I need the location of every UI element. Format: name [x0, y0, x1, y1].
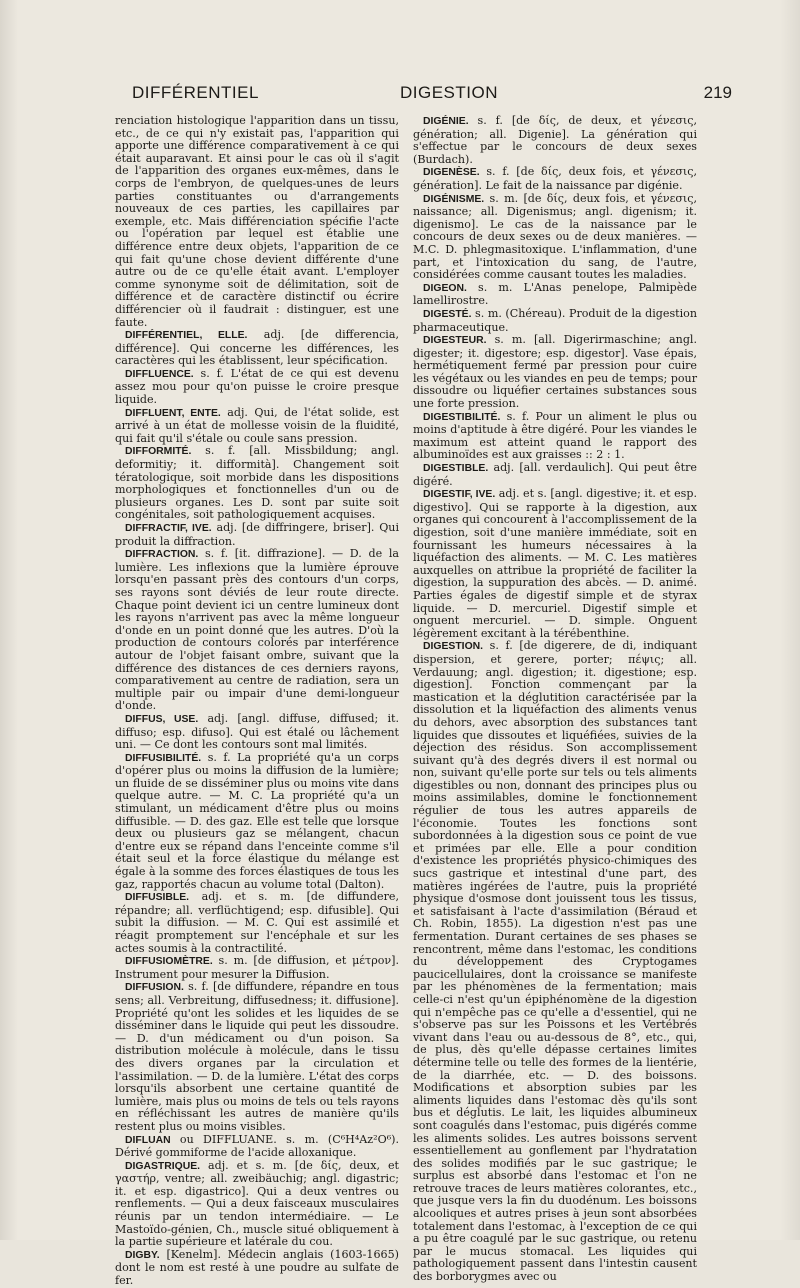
entry-headword: DIGESTÉ.	[423, 308, 472, 320]
dictionary-entry	[115, 955, 399, 981]
dictionary-entry	[115, 752, 399, 892]
dictionary-entry	[115, 713, 399, 752]
dictionary-entry	[115, 368, 399, 407]
dictionary-entry	[115, 981, 399, 1133]
entry-text: s. f. La propriété qu'a un corps d'opérer plus ou moins la diffusion de la lumière; un fluide de se disséminer plus ou moins vite dans quelque autre. — M. C. La propriété qu'a un stimulant, un médicament d'être plus ou moins diffusible. — D. des gaz. Elle est telle que lorsque deux ou plusieurs gaz se mélangent, chacun d'entre eux se répand dans l'enceinte comme s'il était seul et la force élastique du mélange est égale à la somme des forces élastiques de tous les gaz, rapportés chacun au volume total (Dalton).	[115, 750, 399, 891]
entry-text: adj. [de diffringere, briser]. Qui produit la diffraction.	[115, 521, 399, 548]
entry-headword: DIFFÉRENTIEL, ELLE.	[125, 330, 248, 342]
header-center-word: DIGESTION	[400, 83, 499, 102]
left-column	[115, 115, 399, 1288]
entry-headword: DIGEON.	[423, 282, 467, 294]
entry-text: adj. [angl. diffuse, diffused; it. diffuso; esp. difuso]. Qui est étalé ou lâchement uni. — Ce dont les contours sont mal limités.	[115, 711, 400, 752]
right-column	[413, 115, 697, 1284]
running-header	[110, 83, 732, 109]
entry-text: adj. [de differencia, différence]. Qui concerne les différences, les caractères qui les établissent, leur spécification.	[115, 328, 399, 368]
entry-text: renciation histologique l'apparition dans un tissu, etc., de ce qui n'y existait pas, l'apparition qui apporte une différence comparativement à ce qui était auparavant. Et ainsi pour le cas où il s'agit de l'apparition des organes eux-mêmes, dans le corps de l'embryon, de quelques-unes de leurs parties constituantes ou d'arrangements nouveaux de ces parties, les capillaires par exemple, etc. Mais différenciation spécifie l'acte ou l'opération par lequel est établie une différence entre deux objets, l'apparition de ce qui fait qu'une chose devient différente d'une autre ou de ce qu'elle était avant. L'employer comme synonyme soit de délimitation, soit de différence et de caractère distinctif ou écrire différencier où il faudrait : distinguer, est une faute.	[115, 114, 399, 329]
dictionary-entry	[115, 445, 399, 522]
dictionary-entry	[115, 891, 399, 955]
dictionary-entry	[115, 1160, 399, 1249]
entry-text: s. f. [all. Missbildung; angl. deformitiy; it. difformità]. Changement soit tératologique, soit morbide dans les dispositions morphologiques et fonctionnelles d'un ou de plusieurs organes. Les D. sont par suite soit congénitales, soit pathologiquement acquises.	[115, 444, 399, 522]
entry-headword: DIGASTRIQUE.	[125, 1160, 201, 1172]
dictionary-entry	[115, 522, 399, 548]
entry-text: s. m. (Chéreau). Produit de la digestion pharmaceutique.	[413, 306, 697, 334]
entry-text: adj. Qui, de l'état solide, est arrivé à un état de mollesse voisin de la fluidité, qui fait qu'il s'étale ou coule sans pression.	[115, 405, 399, 445]
entry-headword: DIFFRACTIF, IVE.	[125, 523, 212, 534]
entry-headword: DIFFUSIBLE.	[125, 892, 190, 904]
entry-headword: DIFFUSIOMÈTRE.	[125, 956, 213, 968]
dictionary-entry	[413, 640, 697, 1283]
entry-text: adj. et s. m. [de δίς, deux, et γαστήρ, ventre; all. zweibäuchig; angl. digastric; it. et esp. digastrico]. Qui a deux ventres ou renflements. — Qui a deux faisceaux musculaires réunis par un tendon intermédiaire. — Le Mastoïdo-génien, Ch., muscle situé obliquement à la partie supérieure et latérale du cou.	[115, 1158, 399, 1249]
entry-headword: DIFFRACTION.	[125, 549, 199, 561]
entry-text: s. f. [de δίς, deux fois, et γένεσις, génération]. Le fait de la naissance par digénie.	[413, 165, 697, 192]
entry-headword: DIFFORMITÉ.	[125, 446, 192, 458]
dictionary-entry	[115, 1249, 399, 1288]
entry-headword: DIGÉNIE.	[423, 116, 469, 127]
entry-headword: DIFFUSION.	[125, 982, 184, 994]
entry-text: s. f. [de δίς, de deux, et γένεσις, génération; all. Digenie]. La génération qui s'effectue par le concours de deux sexes (Burdach).	[413, 114, 697, 166]
entry-headword: DIGESTIBILITÉ.	[423, 411, 501, 423]
dictionary-entry	[115, 329, 399, 368]
entry-text: [Kenelm]. Médecin anglais (1603-1665) dont le nom est resté à une poudre au sulfate de fer.	[115, 1247, 399, 1288]
entry-text: s. m. [de diffusion, et μέτρον]. Instrument pour mesurer la Diffusion.	[115, 954, 399, 981]
entry-headword: DIFFUSIBILITÉ.	[125, 752, 202, 764]
dictionary-entry	[413, 193, 697, 282]
entry-text: s. f. [de diffundere, répandre en tous sens; all. Verbreitung, diffusedness; it. diffusione]. Propriété qu'ont les solides et les liquides de se disséminer dans le liquide qui peut les dissoudre. — D. d'un médicament ou d'un poison. Sa distribution molécule à molécule, dans le tissu des divers organes par la circulation et l'assimilation. — D. de la lumière. L'état des corps lorsqu'ils absorbent une certaine quantité de lumière, mais plus ou moins de tels ou tels rayons en réfléchissant les autres de manière qu'ils restent plus ou moins visibles.	[115, 980, 399, 1133]
dictionary-entry	[413, 115, 697, 166]
entry-text: s. m. [all. Digerirmaschine; angl. digester; it. digestore; esp. digestor]. Vase épais, hermétiquement fermé par pression pour cuire les végétaux ou les viandes en peu de temps; pour dissoudre ou liquéfier certaines substances sous une forte pression.	[413, 333, 697, 411]
entry-text: s. f. [de digerere, de di, indiquant dispersion, et gerere, porter; πέψις; all. Verdauung; angl. digestion; it. digestione; esp. digestion]. Fonction commençant par la mastication et la déglutition caractérisée par la dissolution et la liquéfaction des aliments venus du dehors, avec absorption des substances tant liquides que dissoutes et liquéfiées, suivies de la déjection des résidus. Son accomplissement suivant qu'à des degrés divers il est normal ou non, suivant qu'elle porte sur tels ou tels aliments digestibles ou non, donnant des principes plus ou moins assimilables, domine le fonctionnement régulier de tous les autres appareils de l'économie. Toutes les fonctions sont subordonnées à la digestion sous ce point de vue et primées par elle. Elle a pour condition d'existence les propriétés physico-chimiques des sucs gastrique et intestinal d'une part, des matières ingérées de l'autre, puis la propriété physique d'osmose dont jouissent tous les tissus, et satisfaisant à l'acte d'assimilation (Béraud et Ch. Robin, 1855). La digestion n'est pas une fermentation. Durant certaines de ses phases se rencontrent, même dans l'estomac, les conditions du développement des Cryptogames paucicellulaires, dont la croissance se manifeste par les phénomènes de la fermentation; mais celle-ci n'est qu'un épiphénomène de la digestion qui n'empêche pas ce qu'elle a d'essentiel, qui ne s'observe pas sur les Poissons et les Vertébrés vivant dans l'eau ou au-dessous de 8°, etc., qui, de plus, dès qu'elle dépasse certaines limites détermine telle ou telle des formes de la lientérie, de la diarrhée, etc. — D. des boissons. Modifications et absorption subies par les aliments liquides dans l'estomac dès qu'ils sont bus et déglutis. Le lait, les liquides albumineux sont coagulés dans l'estomac, puis digérés comme les aliments solides. Les autres boissons servent essentiellement au gonflement par l'hydratation des solides modifiés par le suc gastrique; le surplus est absorbé dans l'estomac et l'on ne retrouve traces de leurs matières colorantes, etc., que jusque vers la fin du duodénum. Les boissons alcooliques et autres prises à jeun sont absorbées totalement dans l'estomac, à l'exception de ce qui a pu être coagulé par le suc gastrique, ou retenu par le mucus stomacal. Les liquides qui pathologiquement passent dans l'intestin causent des borborygmes avec ou	[413, 639, 697, 1284]
entry-headword: DIFFLUENCE.	[125, 368, 194, 380]
page-number: 219	[703, 83, 732, 102]
entry-text: s. f. L'état de ce qui est devenu assez mou pour qu'on puisse le croire presque liquide.	[115, 366, 399, 407]
entry-headword: DIGÉNISME.	[423, 193, 485, 205]
entry-headword: DIGESTIF, IVE.	[423, 489, 496, 501]
entry-headword: DIFFUS, USE.	[125, 713, 199, 725]
entry-headword: DIGESTIBLE.	[423, 463, 489, 475]
dictionary-entry	[413, 282, 697, 308]
entry-headword: DIGESTION.	[423, 641, 484, 653]
header-left-word: DIFFÉRENTIEL	[132, 83, 259, 102]
entry-headword: DIFLUAN	[125, 1134, 171, 1146]
dictionary-entry	[115, 115, 399, 329]
entry-text: adj. [all. verdaulich]. Qui peut être digéré.	[413, 461, 697, 488]
entry-headword: DIGESTEUR.	[423, 335, 487, 347]
dictionary-entry	[115, 548, 399, 713]
entry-text: adj. et s. [angl. digestive; it. et esp. digestivo]. Qui se rapporte à la digestion, aux organes qui concourent à l'accomplissement de la digestion, soit d'une manière immédiate, soit en fournissant les humeurs nécessaires à la liquéfaction des aliments. — M. C. Les matières auxquelles on attribue la propriété de faciliter la digestion, la suppuration des abcès. — D. animé. Parties égales de digestif simple et de styrax liquide. — D. mercuriel. Digestif simple et onguent mercuriel. — D. simple. Onguent légèrement excitant à la térébenthine.	[413, 487, 697, 640]
entry-text: s. m. [de δίς, deux fois, et γένεσις, naissance; all. Digenismus; angl. digenism; it. digenismo]. Le cas de la naissance par le concours de deux sexes ou de deux manières. — M.C. D. phlegmasitoxique. L'inflammation, d'une part, et l'intoxication du sang, de l'autre, considérées comme causant toutes les maladies.	[413, 191, 697, 282]
entry-headword: DIGBY.	[125, 1249, 160, 1261]
entry-text: s. f. [it. diffrazione]. — D. de la lumière. Les inflexions que la lumière éprouve lorsqu'en passant près des contours d'un corps, ses rayons sont déviés de leur route directe. Chaque point devient ici un centre lumineux dont les rayons n'arrivent pas avec la même longueur d'onde en un point donné que les autres. D'où la production de contours colorés par interférence autour de l'objet faisant ombre, suivant que la différence des distances de ces derniers rayons, comparativement au centre de radiation, sera un multiple pair ou impair d'une demi-longueur d'onde.	[115, 547, 399, 713]
entry-headword: DIFFLUENT, ENTE.	[125, 407, 221, 419]
dictionary-entry	[413, 462, 697, 488]
entry-text: adj. et s. m. [de diffundere, répandre; all. verflüchtigend; esp. difusible]. Qui subit la diffusion. — M. C. Qui est assimilé et réagit promptement sur l'encéphale et sur les actes soumis à la contractilité.	[115, 890, 399, 955]
dictionary-entry	[413, 488, 697, 640]
dictionary-entry	[413, 411, 697, 462]
entry-text: ou DIFFLUANE. s. m. (C⁶H⁴Az²O⁶). Dérivé gommiforme de l'acide alloxanique.	[115, 1132, 399, 1160]
dictionary-entry	[413, 166, 697, 192]
dictionary-entry	[115, 407, 399, 446]
dictionary-entry	[413, 308, 697, 334]
entry-text: s. f. Pour un aliment le plus ou moins d'aptitude à être digéré. Pour les viandes le maximum est atteint quand le rapport des albuminoïdes est aux graisses :: 2 : 1.	[413, 409, 697, 462]
dictionary-entry	[413, 334, 697, 411]
entry-text: s. m. L'Anas penelope, Palmipède lamellirostre.	[413, 280, 697, 308]
dictionary-entry	[115, 1134, 399, 1160]
entry-headword: DIGENÈSE.	[423, 167, 480, 179]
